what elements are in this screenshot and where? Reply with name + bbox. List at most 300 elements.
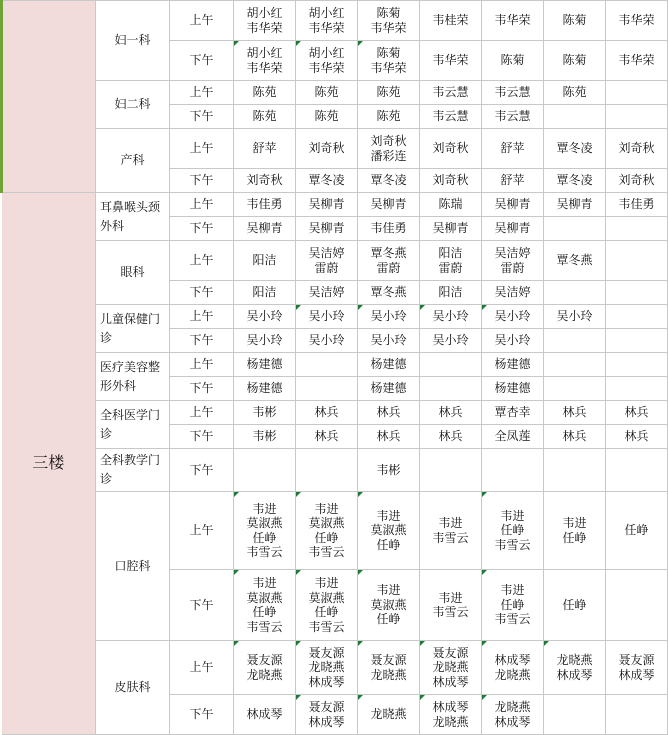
doctor-name: 韦华荣 xyxy=(494,13,531,28)
doctor-cell xyxy=(606,305,668,329)
doctor-cell xyxy=(482,305,544,329)
doctor-cell xyxy=(296,129,358,169)
doctor-name: 刘奇秋 xyxy=(432,173,469,188)
doctor-name: 韦进 xyxy=(314,501,339,516)
doctor-name: 吴小玲 xyxy=(494,333,531,348)
doctor-cell xyxy=(234,105,296,129)
shift-label: 下午 xyxy=(170,281,234,305)
doctor-cell xyxy=(296,401,358,425)
doctor-cell xyxy=(358,241,420,281)
doctor-name: 杨建德 xyxy=(494,357,531,372)
doctor-cell xyxy=(544,492,606,570)
doctor-cell xyxy=(544,105,606,129)
doctor-cell xyxy=(234,129,296,169)
doctor-name: 莫淑燕 xyxy=(308,516,345,530)
doctor-cell xyxy=(606,377,668,401)
doctor-cell xyxy=(420,401,482,425)
doctor-name: 韦雪云 xyxy=(246,619,283,634)
doctor-cell xyxy=(420,377,482,401)
doctor-cell xyxy=(482,81,544,105)
doctor-cell xyxy=(606,329,668,353)
comment-marker-icon xyxy=(358,695,363,700)
doctor-cell xyxy=(544,425,606,449)
doctor-name: 林成琴 xyxy=(618,667,655,682)
comment-marker-icon xyxy=(296,641,301,646)
doctor-cell xyxy=(482,449,544,492)
doctor-name: 林兵 xyxy=(624,429,649,444)
department-name: 全科教学门诊 xyxy=(96,449,170,492)
doctor-cell xyxy=(420,641,482,695)
doctor-name: 雷蔚 xyxy=(376,260,401,275)
doctor-cell xyxy=(420,129,482,169)
doctor-cell xyxy=(358,1,420,41)
doctor-cell xyxy=(234,377,296,401)
doctor-name: 韦华荣 xyxy=(308,20,345,35)
shift-label: 下午 xyxy=(170,377,234,401)
doctor-cell xyxy=(482,641,544,695)
shift-label: 下午 xyxy=(170,41,234,81)
table-row xyxy=(2,449,668,492)
doctor-cell xyxy=(296,329,358,353)
doctor-cell xyxy=(358,641,420,695)
comment-marker-icon xyxy=(358,41,363,46)
doctor-name: 韦进 xyxy=(314,576,339,590)
doctor-name: 吴柳青 xyxy=(494,197,531,212)
doctor-cell xyxy=(234,217,296,241)
doctor-name: 林成琴 xyxy=(494,714,531,729)
shift-label: 下午 xyxy=(170,570,234,641)
doctor-cell xyxy=(420,217,482,241)
department-name: 儿童保健门诊 xyxy=(96,305,170,353)
doctor-name: 吴小玲 xyxy=(432,309,469,324)
doctor-cell xyxy=(420,105,482,129)
doctor-cell xyxy=(544,81,606,105)
doctor-name: 覃冬燕 xyxy=(556,253,593,268)
doctor-name: 陈菊 xyxy=(376,46,401,60)
doctor-cell xyxy=(482,492,544,570)
comment-marker-icon xyxy=(420,641,425,646)
doctor-cell xyxy=(296,169,358,193)
doctor-name: 刘奇秋 xyxy=(308,141,345,156)
doctor-cell xyxy=(420,353,482,377)
doctor-name: 林兵 xyxy=(624,405,649,420)
comment-marker-icon xyxy=(296,695,301,700)
shift-label: 上午 xyxy=(170,641,234,695)
shift-label: 上午 xyxy=(170,193,234,217)
doctor-name: 韦华荣 xyxy=(308,60,345,75)
doctor-name: 吴小玲 xyxy=(308,309,345,324)
doctor-cell xyxy=(482,217,544,241)
doctor-cell xyxy=(544,353,606,377)
doctor-name: 刘奇秋 xyxy=(246,173,283,188)
doctor-cell xyxy=(296,425,358,449)
doctor-name: 阳洁 xyxy=(438,246,463,260)
doctor-name: 吴小玲 xyxy=(432,333,469,348)
doctor-name: 韦云慧 xyxy=(494,109,531,124)
doctor-cell xyxy=(296,492,358,570)
doctor-name: 韦雪云 xyxy=(494,537,531,552)
doctor-name: 韦华荣 xyxy=(370,20,407,35)
doctor-cell xyxy=(606,695,668,735)
doctor-cell xyxy=(482,570,544,641)
doctor-cell xyxy=(358,305,420,329)
doctor-cell xyxy=(358,425,420,449)
doctor-name: 胡小红 xyxy=(246,46,283,60)
doctor-cell xyxy=(544,449,606,492)
doctor-cell xyxy=(606,81,668,105)
doctor-name: 陈瑞 xyxy=(438,197,463,212)
doctor-cell xyxy=(358,377,420,401)
doctor-name: 林成琴 xyxy=(246,707,283,722)
doctor-name: 潘彩连 xyxy=(370,148,407,163)
doctor-name: 雷蔚 xyxy=(438,260,463,275)
comment-marker-icon xyxy=(234,570,239,575)
doctor-cell xyxy=(358,353,420,377)
doctor-name: 吴柳青 xyxy=(556,197,593,212)
doctor-name: 任峥 xyxy=(252,530,277,545)
shift-label: 上午 xyxy=(170,129,234,169)
doctor-cell xyxy=(234,353,296,377)
doctor-name: 阳洁 xyxy=(252,253,277,268)
doctor-name: 韦彬 xyxy=(252,429,277,444)
doctor-name: 韦华荣 xyxy=(246,60,283,75)
doctor-cell xyxy=(544,169,606,193)
doctor-name: 胡小红 xyxy=(308,46,345,60)
doctor-name: 陈苑 xyxy=(376,109,401,124)
doctor-name: 韦桂荣 xyxy=(432,13,469,28)
comment-marker-icon xyxy=(234,41,239,46)
doctor-cell xyxy=(234,305,296,329)
doctor-cell xyxy=(420,570,482,641)
doctor-cell xyxy=(606,193,668,217)
doctor-name: 龙晓燕 xyxy=(556,653,593,667)
doctor-name: 杨建德 xyxy=(246,381,283,396)
shift-label: 上午 xyxy=(170,81,234,105)
department-name: 眼科 xyxy=(96,241,170,305)
doctor-cell xyxy=(544,281,606,305)
doctor-cell xyxy=(482,105,544,129)
shift-label: 上午 xyxy=(170,1,234,41)
doctor-cell xyxy=(606,401,668,425)
doctor-name: 任峥 xyxy=(376,612,401,627)
doctor-cell xyxy=(234,401,296,425)
shift-label: 上午 xyxy=(170,401,234,425)
doctor-cell xyxy=(606,449,668,492)
doctor-cell xyxy=(606,1,668,41)
doctor-name: 杨建德 xyxy=(494,381,531,396)
doctor-cell xyxy=(606,570,668,641)
comment-marker-icon xyxy=(296,570,301,575)
doctor-name: 韦进 xyxy=(252,576,277,590)
doctor-name: 覃冬凌 xyxy=(556,141,593,156)
doctor-name: 莫淑燕 xyxy=(246,516,283,530)
doctor-name: 龙晓燕 xyxy=(494,700,531,714)
doctor-name: 覃冬凌 xyxy=(370,173,407,188)
doctor-cell xyxy=(482,1,544,41)
doctor-cell xyxy=(234,1,296,41)
doctor-cell xyxy=(234,492,296,570)
comment-marker-icon xyxy=(482,695,487,700)
doctor-name: 吴洁婷 xyxy=(494,246,531,260)
doctor-name: 韦雪云 xyxy=(494,612,531,627)
doctor-name: 林兵 xyxy=(314,405,339,420)
doctor-cell xyxy=(544,217,606,241)
doctor-cell xyxy=(544,695,606,735)
doctor-cell xyxy=(606,353,668,377)
doctor-cell xyxy=(296,353,358,377)
comment-marker-icon xyxy=(420,305,425,310)
doctor-cell xyxy=(544,401,606,425)
doctor-name: 林兵 xyxy=(376,429,401,444)
doctor-name: 覃冬凌 xyxy=(308,173,345,188)
doctor-name: 吴小玲 xyxy=(370,309,407,324)
doctor-cell xyxy=(420,281,482,305)
doctor-name: 龙晓燕 xyxy=(494,667,531,682)
doctor-name: 陈苑 xyxy=(376,85,401,100)
doctor-cell xyxy=(358,169,420,193)
shift-label: 下午 xyxy=(170,425,234,449)
doctor-name: 陈菊 xyxy=(562,53,587,68)
comment-marker-icon xyxy=(296,305,301,310)
doctor-name: 吴柳青 xyxy=(308,221,345,236)
doctor-name: 韦进 xyxy=(500,583,525,598)
doctor-cell xyxy=(234,81,296,105)
doctor-name: 吴小玲 xyxy=(246,309,283,324)
doctor-name: 林成琴 xyxy=(308,714,345,729)
doctor-cell xyxy=(234,425,296,449)
doctor-name: 林兵 xyxy=(314,429,339,444)
doctor-name: 全凤莲 xyxy=(494,429,531,444)
doctor-name: 吴洁婷 xyxy=(308,285,345,300)
table-row xyxy=(2,641,668,695)
doctor-name: 韦雪云 xyxy=(308,545,345,559)
comment-marker-icon xyxy=(482,641,487,646)
doctor-cell xyxy=(296,193,358,217)
comment-marker-icon xyxy=(420,695,425,700)
doctor-cell xyxy=(420,492,482,570)
doctor-cell xyxy=(234,329,296,353)
doctor-cell xyxy=(358,329,420,353)
shift-label: 下午 xyxy=(170,329,234,353)
doctor-name: 莫淑燕 xyxy=(370,597,407,612)
doctor-cell xyxy=(544,305,606,329)
doctor-name: 覃冬燕 xyxy=(370,246,407,260)
department-name: 产科 xyxy=(96,129,170,193)
doctor-cell xyxy=(358,217,420,241)
doctor-name: 林成琴 xyxy=(432,674,469,689)
doctor-name: 龙晓燕 xyxy=(370,667,407,682)
doctor-name: 林成琴 xyxy=(432,700,469,714)
table-row xyxy=(2,129,668,169)
doctor-cell xyxy=(296,305,358,329)
doctor-cell xyxy=(296,641,358,695)
doctor-cell xyxy=(358,105,420,129)
comment-marker-icon xyxy=(482,492,487,497)
doctor-name: 林成琴 xyxy=(556,667,593,682)
doctor-name: 任峥 xyxy=(500,523,525,538)
doctor-name: 吴柳青 xyxy=(494,221,531,236)
comment-marker-icon xyxy=(482,305,487,310)
department-name: 耳鼻喉头颈外科 xyxy=(96,193,170,241)
doctor-name: 韦彬 xyxy=(252,405,277,420)
doctor-name: 韦云慧 xyxy=(432,85,469,100)
doctor-cell xyxy=(296,281,358,305)
shift-label: 上午 xyxy=(170,492,234,570)
shift-label: 下午 xyxy=(170,169,234,193)
table-row xyxy=(2,492,668,570)
doctor-cell xyxy=(296,695,358,735)
doctor-cell xyxy=(420,695,482,735)
doctor-name: 雷蔚 xyxy=(314,260,339,275)
department-name: 皮肤科 xyxy=(96,641,170,735)
doctor-cell xyxy=(358,281,420,305)
doctor-name: 莫淑燕 xyxy=(246,590,283,605)
doctor-name: 吴柳青 xyxy=(370,197,407,212)
doctor-name: 杨建德 xyxy=(246,357,283,372)
department-name: 医疗美容整形外科 xyxy=(96,353,170,401)
doctor-name: 聂友源 xyxy=(618,653,655,667)
doctor-cell xyxy=(482,281,544,305)
doctor-name: 阳洁 xyxy=(252,285,277,300)
doctor-name: 吴小玲 xyxy=(370,333,407,348)
doctor-name: 龙晓燕 xyxy=(432,714,469,729)
comment-marker-icon xyxy=(482,570,487,575)
doctor-cell xyxy=(606,105,668,129)
doctor-cell xyxy=(234,193,296,217)
doctor-name: 林兵 xyxy=(376,405,401,420)
doctor-cell xyxy=(544,129,606,169)
doctor-name: 莫淑燕 xyxy=(370,523,407,538)
doctor-name: 林兵 xyxy=(562,405,587,420)
doctor-name: 覃杏幸 xyxy=(494,405,531,420)
doctor-name: 聂友源 xyxy=(432,645,469,660)
table-row xyxy=(2,353,668,377)
doctor-cell xyxy=(358,193,420,217)
doctor-name: 陈苑 xyxy=(314,109,339,124)
doctor-name: 韦云慧 xyxy=(494,85,531,100)
doctor-cell xyxy=(482,329,544,353)
doctor-name: 吴柳青 xyxy=(308,197,345,212)
doctor-name: 任峥 xyxy=(562,530,587,545)
doctor-name: 韦彬 xyxy=(376,462,401,477)
doctor-cell xyxy=(358,81,420,105)
shift-label: 下午 xyxy=(170,217,234,241)
department-name: 全科医学门诊 xyxy=(96,401,170,449)
doctor-cell xyxy=(420,425,482,449)
doctor-name: 韦进 xyxy=(562,516,587,530)
doctor-cell xyxy=(296,449,358,492)
comment-marker-icon xyxy=(358,570,363,575)
doctor-name: 刘奇秋 xyxy=(432,141,469,156)
table-row xyxy=(2,1,668,41)
doctor-name: 陈菊 xyxy=(376,6,401,20)
doctor-name: 聂友源 xyxy=(246,653,283,667)
doctor-cell xyxy=(482,241,544,281)
doctor-cell xyxy=(296,570,358,641)
doctor-cell xyxy=(482,41,544,81)
doctor-cell xyxy=(234,281,296,305)
doctor-cell xyxy=(420,193,482,217)
doctor-cell xyxy=(420,449,482,492)
doctor-cell xyxy=(420,169,482,193)
doctor-name: 韦雪云 xyxy=(308,619,345,634)
table-row xyxy=(2,241,668,281)
doctor-cell xyxy=(606,217,668,241)
doctor-name: 韦进 xyxy=(376,583,401,598)
doctor-name: 陈苑 xyxy=(314,85,339,100)
doctor-name: 任峥 xyxy=(500,597,525,612)
doctor-name: 韦进 xyxy=(252,501,277,516)
doctor-name: 林兵 xyxy=(562,429,587,444)
doctor-cell xyxy=(358,129,420,169)
doctor-name: 林成琴 xyxy=(494,653,531,667)
doctor-name: 聂友源 xyxy=(308,645,345,660)
doctor-name: 任峥 xyxy=(562,597,587,612)
doctor-cell xyxy=(234,641,296,695)
shift-label: 上午 xyxy=(170,353,234,377)
doctor-name: 韦佳勇 xyxy=(618,197,655,212)
doctor-name: 任峥 xyxy=(624,523,649,538)
doctor-name: 龙晓燕 xyxy=(370,707,407,722)
doctor-cell xyxy=(296,1,358,41)
doctor-cell xyxy=(544,41,606,81)
doctor-name: 任峥 xyxy=(314,530,339,545)
doctor-cell xyxy=(606,41,668,81)
doctor-name: 雷蔚 xyxy=(500,260,525,275)
doctor-cell xyxy=(296,41,358,81)
doctor-name: 韦华荣 xyxy=(246,20,283,35)
doctor-name: 林兵 xyxy=(438,405,463,420)
doctor-name: 韦佳勇 xyxy=(370,221,407,236)
doctor-name: 任峥 xyxy=(314,605,339,619)
doctor-name: 舒苹 xyxy=(500,141,525,156)
doctor-cell xyxy=(606,241,668,281)
doctor-name: 吴小玲 xyxy=(494,309,531,324)
department-name: 妇二科 xyxy=(96,81,170,129)
floor-label: 三楼 xyxy=(2,193,96,735)
doctor-cell xyxy=(544,377,606,401)
doctor-cell xyxy=(606,129,668,169)
doctor-cell xyxy=(420,241,482,281)
doctor-cell xyxy=(296,241,358,281)
doctor-name: 韦进 xyxy=(438,590,463,605)
department-name: 口腔科 xyxy=(96,492,170,641)
doctor-cell xyxy=(420,329,482,353)
table-row xyxy=(2,193,668,217)
doctor-name: 刘奇秋 xyxy=(370,134,407,148)
comment-marker-icon xyxy=(296,492,301,497)
doctor-cell xyxy=(358,570,420,641)
doctor-name: 莫淑燕 xyxy=(308,590,345,605)
doctor-name: 韦华荣 xyxy=(618,13,655,28)
doctor-name: 聂友源 xyxy=(370,653,407,667)
doctor-name: 舒苹 xyxy=(252,141,277,156)
doctor-name: 韦雪云 xyxy=(246,545,283,559)
doctor-cell xyxy=(482,425,544,449)
doctor-name: 韦雪云 xyxy=(432,605,469,619)
comment-marker-icon xyxy=(358,641,363,646)
doctor-name: 吴小玲 xyxy=(246,333,283,348)
doctor-name: 韦华荣 xyxy=(618,53,655,68)
doctor-name: 陈苑 xyxy=(252,85,277,100)
table-row xyxy=(2,81,668,105)
doctor-cell xyxy=(606,641,668,695)
doctor-cell xyxy=(358,401,420,425)
doctor-name: 吴洁婷 xyxy=(494,285,531,300)
doctor-name: 龙晓燕 xyxy=(308,660,345,675)
doctor-cell xyxy=(606,281,668,305)
doctor-name: 任峥 xyxy=(376,537,401,552)
